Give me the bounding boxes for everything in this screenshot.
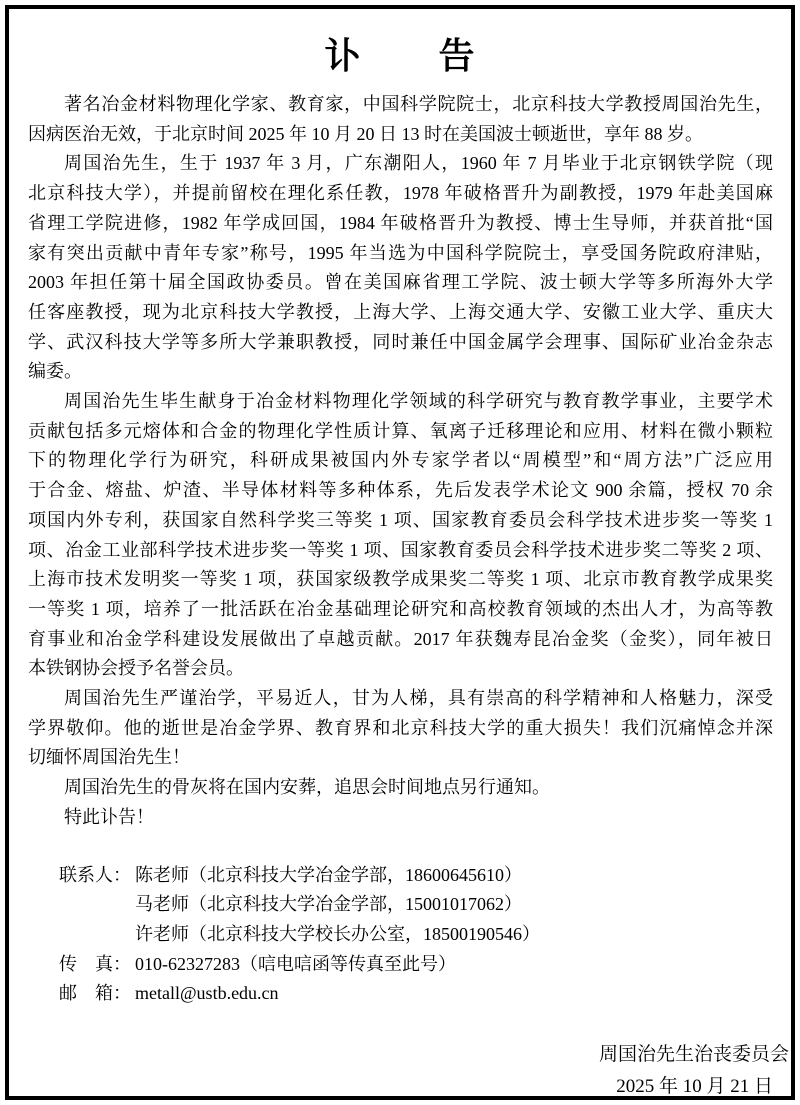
contact-row-teacher-xu: [59, 920, 773, 950]
paragraph-closing: [28, 803, 773, 833]
notice-line: 下的物理化学行为研究，科研成果被国内外专家学者以“周模型”和“周方法”广泛应用: [28, 450, 773, 471]
contact-row-teacher-ma: [59, 890, 773, 920]
notice-line: 育事业和冶金学科建设发展做出了卓越贡献。2017 年获魏寿昆冶金奖（金奖），同年被日: [28, 628, 773, 649]
notice-line: 学、武汉科技大学等多所大学兼职教授，同时兼任中国金属学会理事、国际矿业冶金杂志: [28, 331, 773, 352]
notice-line: 北京科技大学），并提前留校在理化系任教，1978 年破格晋升为副教授，1979 年赴美国麻: [28, 183, 773, 204]
notice-line: 因病医治无效，于北京时间 2025 年 10 月 20 日 13 时在美国波士顿逝世，享年 88 岁。: [28, 123, 703, 144]
notice-line: 周国治先生严谨治学，平易近人，甘为人梯，具有崇高的科学精神和人格魅力，深受: [64, 688, 773, 709]
notice-line: 编委。: [28, 361, 82, 382]
notice-line: 一等奖 1 项，培养了一批活跃在冶金基础理论研究和高校教育领域的杰出人才，为高等教: [28, 598, 773, 619]
notice-line: 学界敬仰。他的逝世是冶金学界、教育界和北京科技大学的重大损失！我们沉痛悼念并深: [28, 717, 773, 738]
notice-line: 周国治先生毕生献身于冶金材料物理化学领域的科学研究与教育教学事业，主要学术: [64, 391, 773, 412]
contact-row-teacher-chen: [59, 861, 773, 891]
paragraph-biography: [28, 149, 773, 387]
contact-value: metall@ustb.edu.cn: [135, 983, 279, 1004]
contact-value: 陈老师（北京科技大学冶金学部，18600645610）: [135, 864, 522, 885]
notice-line: 本铁钢协会授予名誉会员。: [28, 658, 244, 679]
notice-line: 周国治先生，生于 1937 年 3 月，广东潮阳人，1960 年 7 月毕业于北京钢铁学院（现: [64, 153, 773, 174]
contact-value: 010-62327283（唁电唁函等传真至此号）: [135, 953, 456, 974]
paragraph-condolence: [28, 684, 773, 773]
paragraph-death-announcement: [28, 90, 773, 149]
notice-line: 著名冶金材料物理化学家、教育家，中国科学院院士，北京科技大学教授周国治先生，: [64, 94, 773, 114]
notice-line: 特此讣告！: [64, 806, 154, 827]
contact-label: 联系人：: [59, 864, 131, 885]
contact-row-email: [59, 979, 773, 1009]
paragraph-achievements: [28, 387, 773, 684]
contact-label: 传 真：: [59, 953, 131, 974]
obituary-notice-document: [5, 5, 795, 1100]
signature-date: 2025 年 10 月 21 日: [616, 1076, 773, 1098]
notice-title: 讣 告: [324, 36, 477, 76]
notice-footer: [28, 1039, 789, 1100]
notice-line: 家有突出贡献中青年专家”称号，1995 年当选为中国科学院院士，享受国务院政府津贴，: [28, 242, 773, 263]
notice-body: [28, 90, 773, 833]
contact-label: 邮 箱：: [59, 983, 131, 1004]
signature-committee: 周国治先生治丧委员会: [598, 1044, 789, 1066]
contact-value: 马老师（北京科技大学冶金学部，15001017062）: [135, 894, 522, 915]
notice-line: 贡献包括多元熔体和合金的物理化学性质计算、氧离子迁移理论和应用、材料在微小颗粒: [28, 420, 773, 441]
notice-line: 2003 年担任第十届全国政协委员。曾在美国麻省理工学院、波士顿大学等多所海外大学: [28, 272, 773, 293]
notice-line: 上海市技术发明奖一等奖 1 项，获国家级教学成果奖二等奖 1 项、北京市教育教学成果奖: [28, 569, 773, 590]
notice-line: 切缅怀周国治先生！: [28, 747, 190, 768]
notice-line: 省理工学院进修，1982 年学成回国，1984 年破格晋升为教授、博士生导师，并获首批“国: [28, 212, 773, 233]
notice-line: 项、冶金工业部科学技术进步奖一等奖 1 项、国家教育委员会科学技术进步奖二等奖 2 项、: [28, 539, 773, 560]
contact-row-fax: [59, 950, 773, 980]
notice-line: 项国内外专利，获国家自然科学奖三等奖 1 项、国家教育委员会科学技术进步奖一等奖 1: [28, 509, 773, 530]
contact-label: [59, 920, 135, 950]
notice-line: 任客座教授，现为北京科技大学教授，上海大学、上海交通大学、安徽工业大学、重庆大: [28, 301, 773, 322]
contact-label: [59, 890, 135, 920]
notice-line: 于合金、熔盐、炉渣、半导体材料等多种体系，先后发表学术论文 900 余篇，授权 70 余: [28, 480, 773, 501]
contact-block: [59, 861, 773, 1010]
contact-value: 许老师（北京科技大学校长办公室，18500190546）: [135, 923, 540, 944]
paragraph-burial-info: [28, 773, 773, 803]
notice-line: 周国治先生的骨灰将在国内安葬，追思会时间地点另行通知。: [64, 777, 550, 798]
